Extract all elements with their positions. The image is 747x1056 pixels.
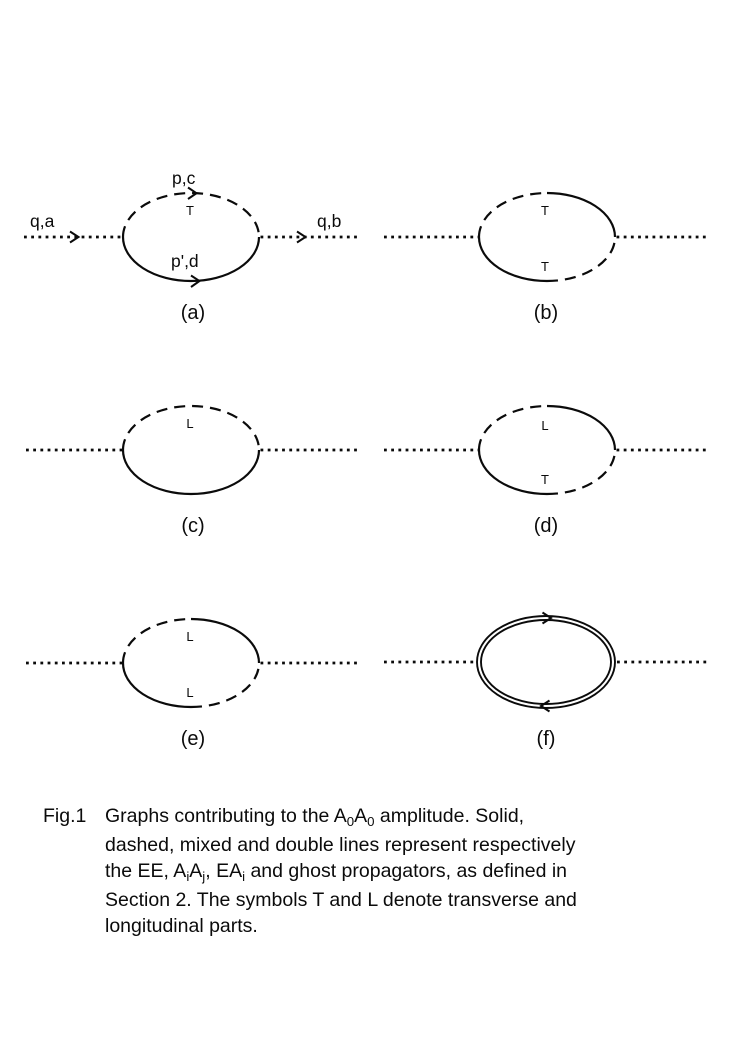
diagram-e-caption: (e) — [180, 728, 206, 750]
bottom-mode-label: T — [541, 472, 549, 487]
top-mode-label: L — [541, 418, 549, 433]
top-momentum-label: p,c — [172, 168, 196, 188]
caption-line: Section 2. The symbols T and L denote transverse and — [105, 888, 577, 911]
caption-line: Graphs contributing to the A0A0 amplitude. Solid, — [105, 805, 525, 829]
loop-bottom-solid-arc — [123, 450, 259, 494]
top-mode-label: T — [541, 203, 549, 218]
top-mode-label: T — [186, 203, 194, 218]
caption-line: longitudinal parts. — [105, 915, 258, 938]
loop-bottom-left-solid-arc — [479, 237, 547, 281]
loop-bottom-right-dashed-arc — [547, 450, 615, 494]
caption-line: the EE, AiAj, EAi and ghost propagators, as defined in — [105, 860, 568, 884]
loop-bottom-left-solid-arc — [123, 663, 194, 707]
caption-line: dashed, mixed and double lines represent respectively — [105, 833, 576, 856]
loop-top-left-dashed-arc — [123, 619, 194, 663]
diagram-d — [384, 406, 708, 537]
diagram-f-caption: (f) — [536, 728, 556, 750]
diagram-e — [26, 619, 357, 750]
ghost-bottom-arrow-icon — [541, 701, 550, 712]
ghost-loop-outer-line — [477, 616, 615, 708]
loop-bottom-right-dashed-arc — [547, 237, 615, 281]
momentum-in-label: q,a — [30, 211, 55, 231]
bottom-mode-label: L — [186, 685, 194, 700]
loop-bottom-right-dashed-arc — [191, 663, 259, 707]
loop-top-right-solid-arc — [547, 193, 615, 237]
diagram-c — [26, 406, 357, 537]
caption-body — [105, 803, 577, 940]
loop-bottom-left-solid-arc — [479, 450, 547, 494]
ghost-top-arrow-icon — [543, 613, 552, 624]
incoming-arrow-icon — [70, 232, 79, 243]
momentum-out-label: q,b — [317, 211, 342, 231]
loop-top-right-solid-arc — [191, 619, 259, 663]
diagram-f — [384, 613, 708, 751]
diagram-c-caption: (c) — [181, 515, 205, 537]
diagram-b — [384, 193, 708, 324]
ghost-loop-inner-line — [481, 620, 611, 704]
bottom-mode-label: T — [541, 259, 549, 274]
loop-top-left-dashed-arc — [479, 406, 547, 450]
diagram-a — [24, 168, 357, 324]
diagram-d-caption: (d) — [533, 515, 559, 537]
loop-top-left-dashed-arc — [479, 193, 547, 237]
top-mode-label: L — [186, 416, 194, 431]
diagram-b-caption: (b) — [533, 302, 559, 324]
diagram-a-caption: (a) — [180, 302, 206, 324]
loop-top-right-solid-arc — [547, 406, 615, 450]
top-mode-label: L — [186, 629, 194, 644]
figure-tag: Fig.1 — [43, 805, 87, 827]
bottom-momentum-label: p',d — [171, 251, 199, 271]
